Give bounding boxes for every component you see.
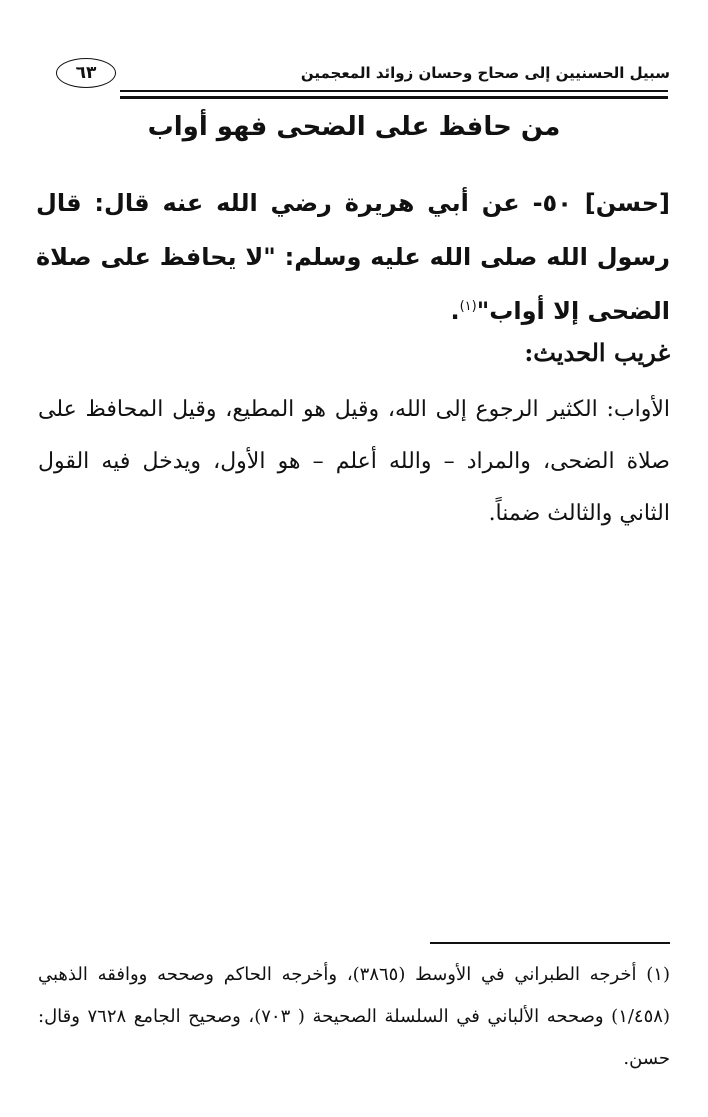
header-rule-thin [120,90,668,92]
hadith-grade: [حسن] [584,189,670,217]
hadith-end: . [450,297,460,325]
gharib-heading: غريب الحديث: [524,338,670,367]
footnote-marker: (١) [459,299,477,314]
hadith-number: ٥٠- [532,189,572,217]
page-number: ٦٣ [75,63,97,83]
footnote-separator [430,942,670,944]
gharib-explanation: الأواب: الكثير الرجوع إلى الله، وقيل هو المطيع، وقيل المحافظ على صلاة الضحى، والمراد – والله أعلم – هو الأول، ويدخل فيه القول الثاني والثالث ضمناً. [38,397,670,526]
hadith-paragraph [36,176,670,338]
running-header-title: سبيل الحسنيين إلى صحاح وحسان زوائد المعجمين [300,64,670,82]
header-rule-thick [120,96,668,99]
chapter-heading: من حافظ على الضحى فهو أواب [147,112,561,142]
footnote-text: (١) أخرجه الطبراني في الأوسط (٣٨٦٥)، وأخرجه الحاكم وصححه ووافقه الذهبي (١/٤٥٨) وصححه الألباني في السلسلة الصحيحة ( ٧٠٣)، وصحيح الجامع ٧٦٢٨ وقال: حسن. [38,964,670,1069]
page-number-badge [56,58,116,88]
hadith-text: عن أبي هريرة رضي الله عنه قال: قال رسول الله صلى الله عليه وسلم: "لا يحافظ على صلاة الضحى إلا أواب" [36,189,670,325]
